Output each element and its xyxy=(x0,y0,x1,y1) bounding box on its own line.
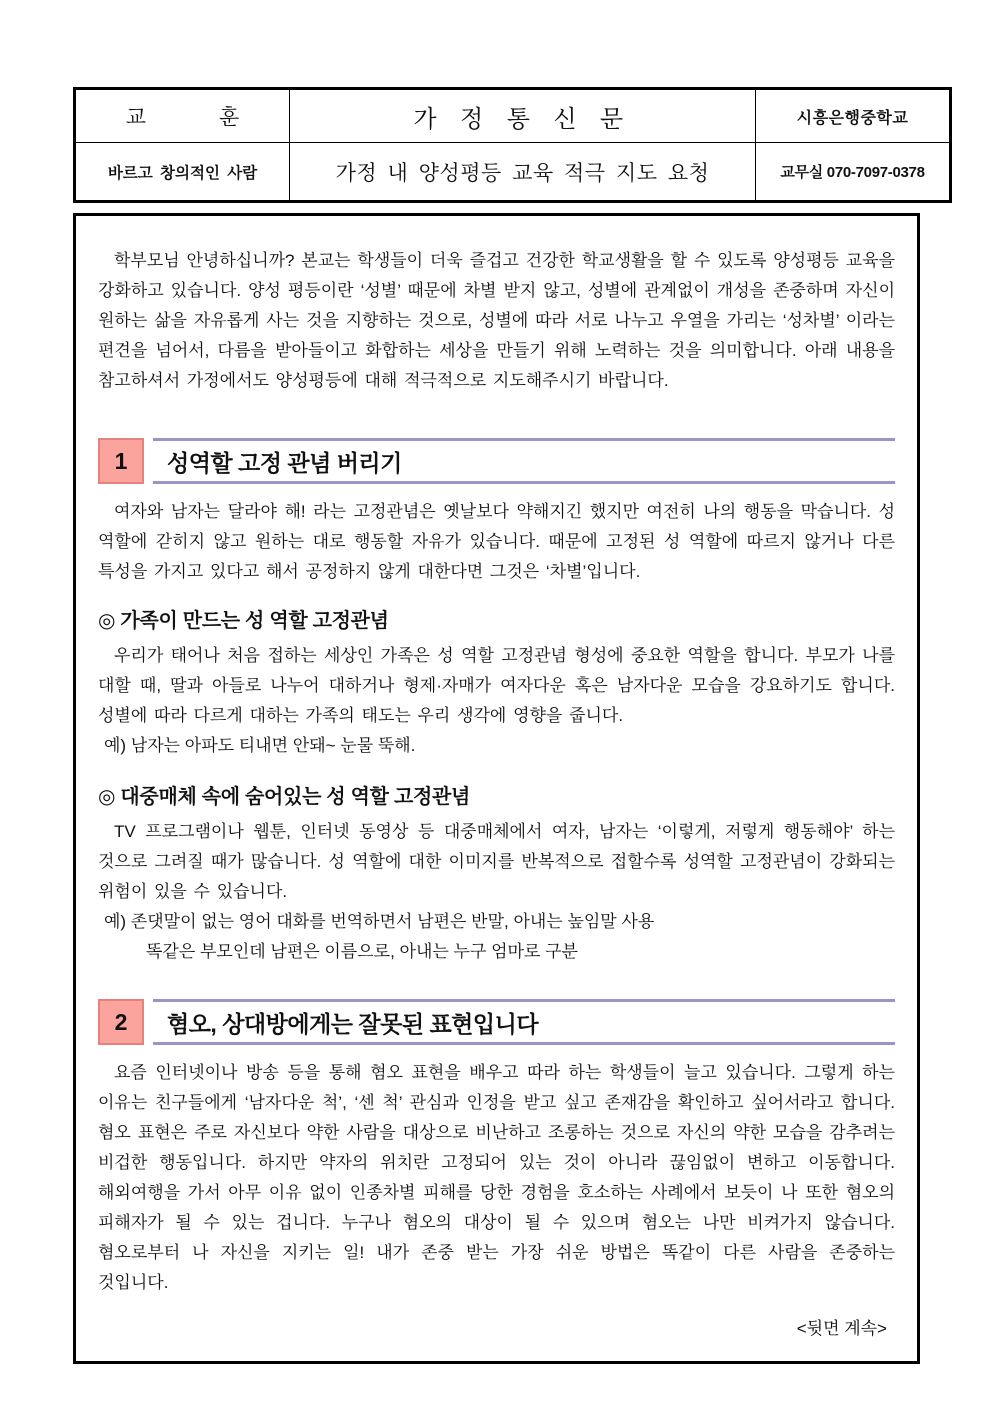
intro-paragraph: 학부모님 안녕하십니까? 본교는 학생들이 더욱 즐겁고 건강한 학교생활을 할 수 있도록 양성평등 교육을 강화하고 있습니다. 양성 평등이란 ‘성별’ 때문에 차별 받지 않고, 성별에 관계없이 개성을 존중하며 자신이 원하는 삶을 자유롭게 사는 것을 지향하는 것으로, 성별에 따라 서로 나누고 우열을 가리는 ‘성차별’ 이라는 편견을 넘어서, 다름을 받아들이고 화합하는 세상을 만들기 위해 노력하는 것을 의미합니다. 아래 내용을 참고하셔서 가정에서도 양성평등에 대해 적극적으로 지도해주시기 바랍니다. xyxy=(98,251,895,390)
main-content-box xyxy=(73,213,920,1364)
subsection-1-example: 예) 남자는 아파도 티내면 안돼~ 눈물 뚝해. xyxy=(104,736,416,755)
office-phone-cell: 교무실 070-7097-0378 xyxy=(756,143,951,202)
motto-value-cell: 바르고 창의적인 사람 xyxy=(75,143,290,202)
subsection-2-example-1: 예) 존댓말이 없는 영어 대화를 번역하면서 남편은 반말, 아내는 높임말 사용 xyxy=(104,912,655,931)
header-row-1 xyxy=(75,89,951,143)
subsection-2-title: ◎ 대중매체 속에 숨어있는 성 역할 고정관념 xyxy=(98,786,471,808)
section-1-title: 성역할 고정 관념 버리기 xyxy=(153,438,895,484)
subsection-1-title: ◎ 가족이 만드는 성 역할 고정관념 xyxy=(98,610,389,632)
subsection-2-example-2: 똑같은 부모인데 남편은 이름으로, 아내는 누구 엄마로 구분 xyxy=(146,942,578,961)
school-name-cell: 시흥은행중학교 xyxy=(756,89,951,143)
section-2-body: 요즘 인터넷이나 방송 등을 통해 혐오 표현을 배우고 따라 하는 학생들이 늘고 있습니다. 그렇게 하는 이유는 친구들에게 ‘남자다운 척’, ‘센 척’ 관심과 인정을 받고 싶고 존재감을 확인하고 싶어서라고 합니다. 혐오 표현은 주로 자신보다 약한 사람을 대상으로 비난하고 조롱하는 것으로 자신의 약한 모습을 감추려는 비겁한 행동입니다. 하지만 약자의 위치란 고정되어 있는 것이 아니라 끊임없이 변하고 이동합니다. 해외여행을 가서 아무 이유 없이 인종차별 피해를 당한 경험을 호소하는 사례에서 보듯이 나 또한 혐오의 피해자가 될 수 있는 겁니다. 누구나 혐오의 대상이 될 수 있으며 혐오는 나만 비켜가지 않습니다. 혐오로부터 나 자신을 지키는 일! 내가 존중 받는 가장 쉬운 방법은 똑같이 다른 사람을 존중하는 것입니다. xyxy=(98,1063,895,1292)
subsection-2-body: TV 프로그램이나 웹툰, 인터넷 동영상 등 대중매체에서 여자, 남자는 ‘이렇게, 저렇게 행동해야’ 하는 것으로 그려질 때가 많습니다. 성 역할에 대한 이미지를 반복적으로 접할수록 성역할 고정관념이 강화되는 위험이 있을 수 있습니다. xyxy=(98,822,895,901)
section-1-body: 여자와 남자는 달라야 해! 라는 고정관념은 옛날보다 약해지긴 했지만 여전히 나의 행동을 막습니다. 성 역할에 갇히지 않고 원하는 대로 행동할 자유가 있습니다. 때문에 고정된 성 역할에 따르지 않거나 다른 특성을 가지고 있다고 해서 공정하지 않게 대한다면 그것은 ‘차별’입니다. xyxy=(98,502,895,581)
subsection-1-body: 우리가 태어나 처음 접하는 세상인 가족은 성 역할 고정관념 형성에 중요한 역할을 합니다. 부모가 나를 대할 때, 딸과 아들로 나누어 대하거나 형제·자매가 여자다운 혹은 남자다운 모습을 강요하기도 합니다. 성별에 따라 다르게 대하는 가족의 태도는 우리 생각에 영향을 줍니다. xyxy=(98,646,895,725)
header-row-2 xyxy=(75,143,951,202)
section-2-header xyxy=(98,999,895,1045)
section-2-title: 혐오, 상대방에게는 잘못된 표현입니다 xyxy=(153,999,895,1045)
continued-note: <뒷면 계속> xyxy=(796,1319,887,1338)
section-2-number-badge: 2 xyxy=(98,999,144,1045)
document-title-cell: 가 정 통 신 문 xyxy=(290,89,756,143)
section-1-header xyxy=(98,438,895,484)
section-1-number-badge: 1 xyxy=(98,438,144,484)
header-table xyxy=(73,87,952,203)
document-subject-cell: 가정 내 양성평등 교육 적극 지도 요청 xyxy=(290,143,756,202)
motto-label-cell: 교 훈 xyxy=(75,89,290,143)
